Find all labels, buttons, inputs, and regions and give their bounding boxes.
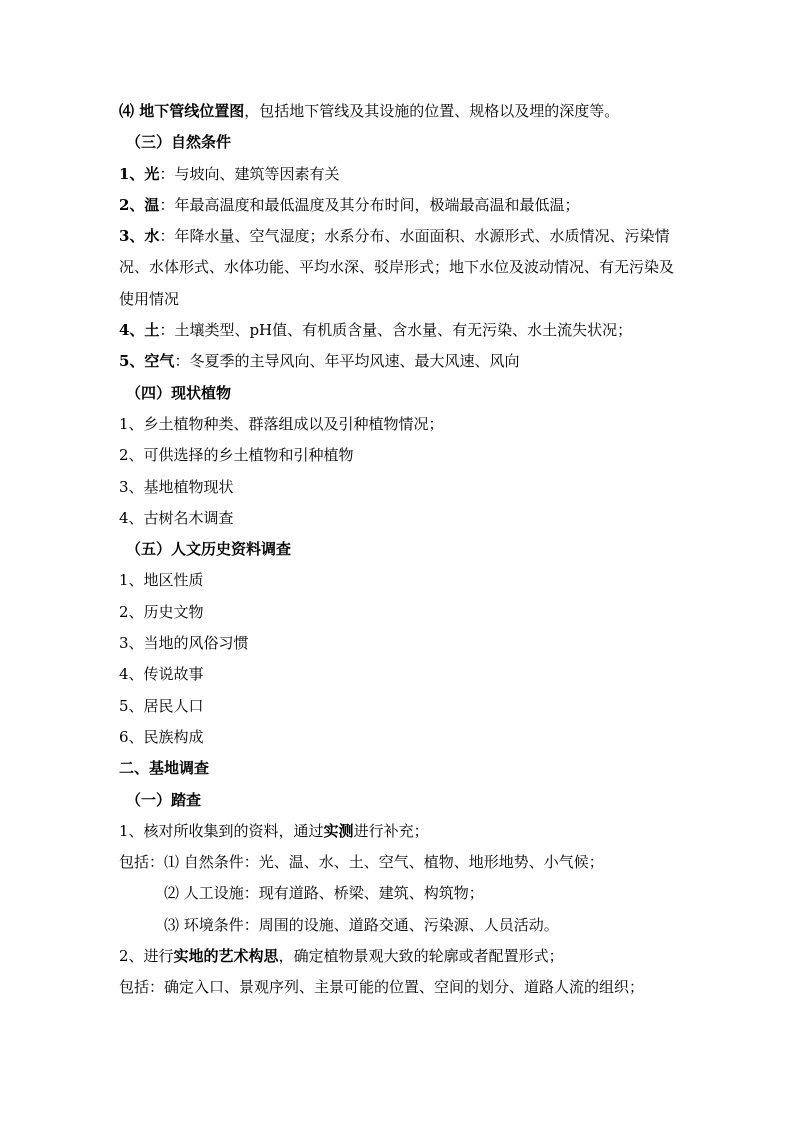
- item-light: [119, 159, 679, 190]
- item-text: ：年最高温度和最低温度及其分布时间，极端最高温和最低温；: [159, 195, 580, 214]
- item-text: ：冬夏季的主导风向、年平均风速、最大风速、风向: [174, 352, 520, 371]
- item-text: 2、进行: [119, 947, 174, 966]
- heading-field-survey: （一）踏查: [126, 790, 202, 809]
- item-text: ：与坡向、建筑等因素有关: [159, 164, 340, 183]
- bold-label: 5、空气: [119, 352, 175, 371]
- bold-label: 4、土: [119, 321, 160, 340]
- paragraph-text: ，包括地下管线及其设施的位置、规格以及埋的深度等。: [244, 102, 620, 120]
- list-item: 3、当地的风俗习惯: [119, 634, 249, 653]
- item-text: 1、核对所收集到的资料，通过: [119, 821, 324, 840]
- item-text: ，确定植物景观大致的轮廓或者配置形式；: [278, 947, 564, 966]
- includes-artificial: ⑵ 人工设施：现有道路、桥梁、建筑、构筑物；: [164, 884, 484, 903]
- heading-humanities: （五）人文历史资料调查: [126, 540, 292, 559]
- heading-natural-conditions: （三）自然条件: [126, 133, 232, 152]
- item-text: ：土壤类型、pH值、有机质含量、含水量、有无污染、水土流失状况；: [159, 321, 633, 340]
- item-soil: [119, 315, 679, 346]
- item-text: 进行补充；: [353, 821, 429, 840]
- list-item: 2、可供选择的乡土植物和引种植物: [119, 446, 354, 465]
- item-verify-data: [119, 816, 679, 847]
- item-artistic-concept: [119, 941, 679, 972]
- bold-term: 实地的艺术构思: [173, 947, 279, 966]
- bold-label: 2、温: [119, 195, 160, 214]
- list-item: 6、民族构成: [119, 727, 204, 746]
- paragraph-pipeline-map: [119, 96, 679, 127]
- list-item: 4、古树名木调查: [119, 508, 234, 527]
- bold-label: 1、光: [119, 164, 160, 183]
- list-item: 3、基地植物现状: [119, 477, 234, 496]
- item-temperature: [119, 190, 679, 221]
- list-item: 1、地区性质: [119, 571, 204, 590]
- includes-environment: ⑶ 环境条件：周围的设施、道路交通、污染源、人员活动。: [164, 915, 559, 934]
- includes-natural: 包括：⑴ 自然条件：光、温、水、土、空气、植物、地形地势、小气候；: [119, 853, 604, 872]
- heading-existing-plants: （四）现状植物: [126, 383, 232, 402]
- item-water: [119, 221, 679, 315]
- item-text: ：年降水量、空气湿度；水系分布、水面面积、水源形式、水质情况、污染情况、水体形式、水体功能、平均水深、驳岸形式；地下水位及波动情况、有无污染及使用情况: [119, 227, 675, 308]
- document-page: [119, 96, 679, 1004]
- includes-layout: 包括：确定入口、景观序列、主景可能的位置、空间的划分、道路人流的组织；: [119, 978, 645, 997]
- bold-label: 3、水: [119, 227, 160, 246]
- list-item: 2、历史文物: [119, 602, 204, 621]
- list-item: 1、乡土植物种类、群落组成以及引种植物情况；: [119, 414, 444, 433]
- item-air: [119, 346, 679, 377]
- bold-label: ⑷ 地下管线位置图: [119, 102, 245, 120]
- heading-site-survey: 二、基地调查: [119, 759, 210, 778]
- list-item: 4、传说故事: [119, 665, 204, 684]
- list-item: 5、居民人口: [119, 696, 204, 715]
- bold-term: 实测: [323, 821, 354, 840]
